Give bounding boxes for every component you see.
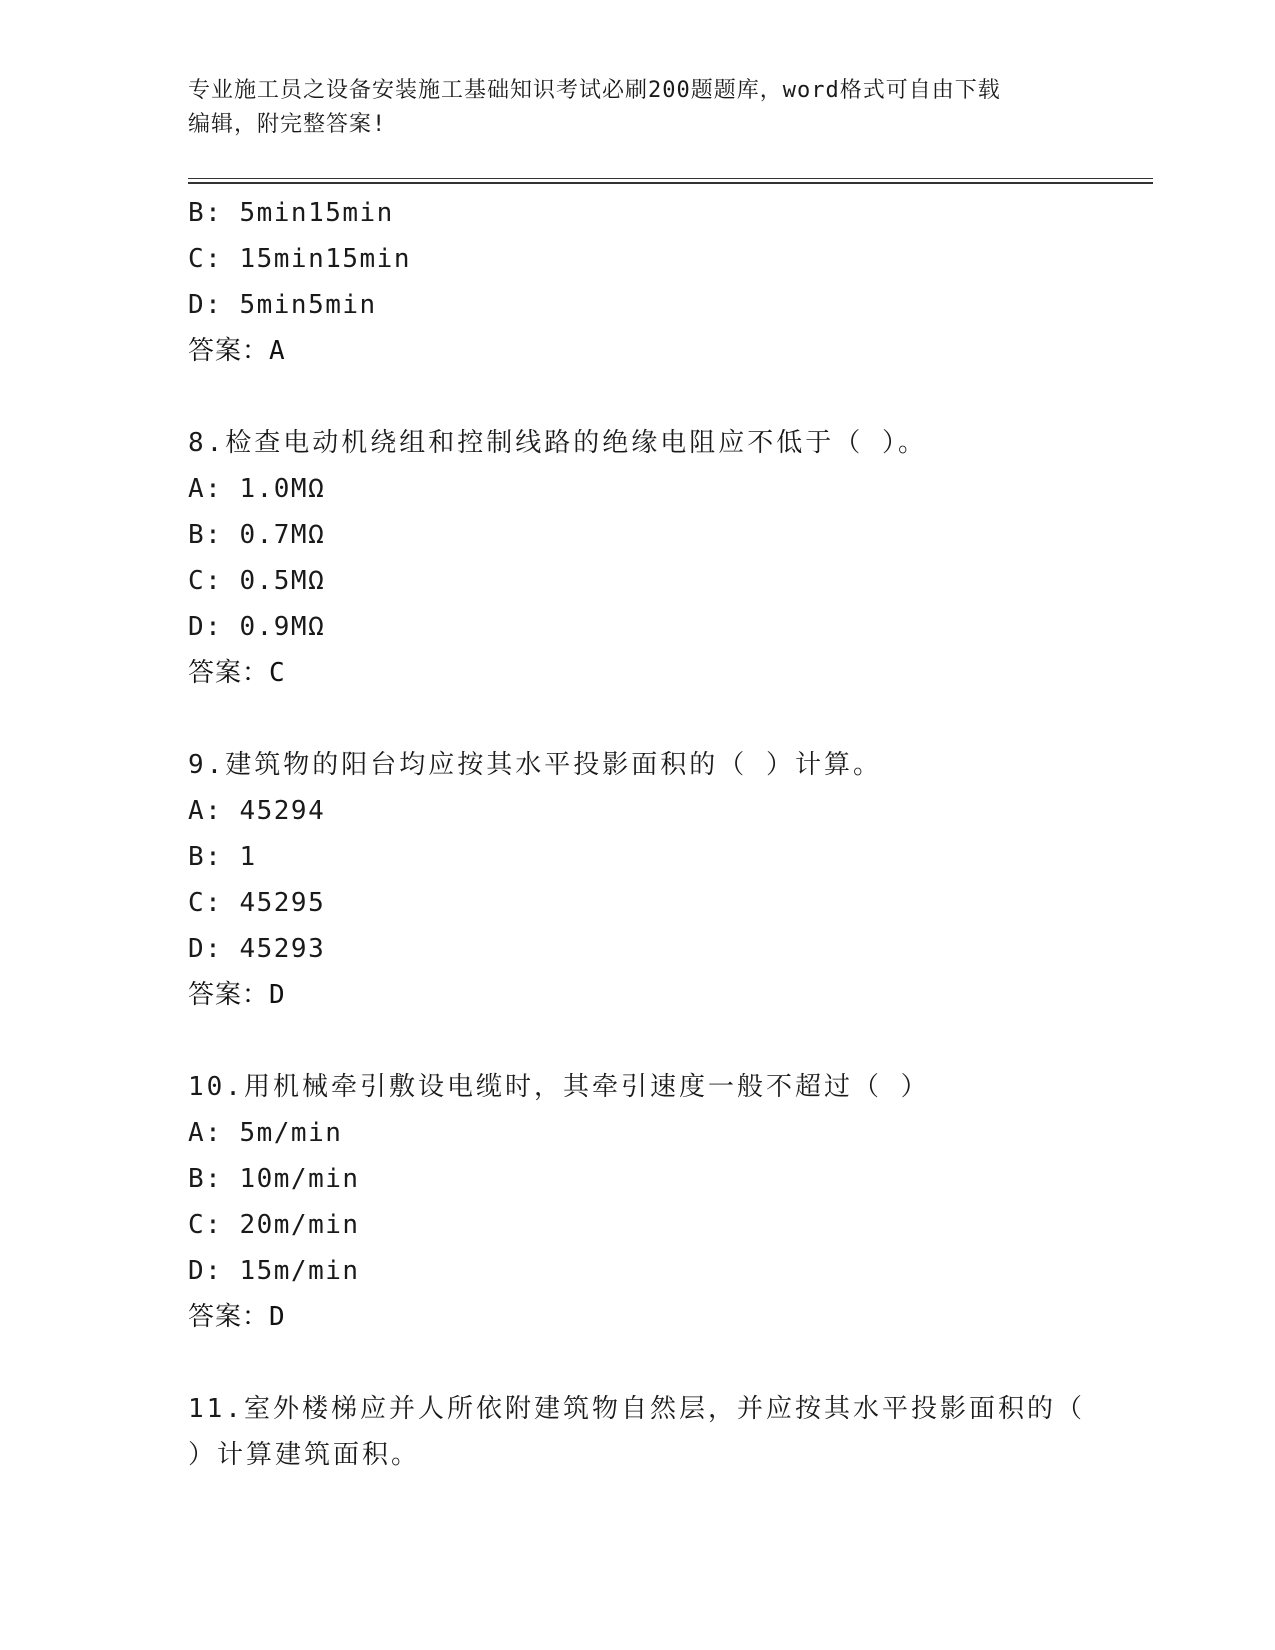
answer-label: 答案：D (188, 980, 286, 1010)
option-c: C: 0.5MΩ (188, 566, 326, 596)
question-10 (188, 1064, 1088, 1340)
option-c: C: 20m/min (188, 1210, 360, 1240)
option-b: B: 1 (188, 842, 257, 872)
option-c: C: 45295 (188, 888, 326, 918)
option-b: B: 0.7MΩ (188, 520, 326, 550)
option-a: A: 45294 (188, 796, 326, 826)
spacer (188, 1340, 1088, 1386)
option-d: D: 15m/min (188, 1256, 360, 1286)
answer-label: 答案：A (188, 336, 286, 366)
header-title-line-1: 专业施工员之设备安装施工基础知识考试必刷200题题库，word格式可自由下载 (188, 78, 1001, 103)
question-9 (188, 742, 1088, 1018)
option-c: C: 15min15min (188, 244, 411, 274)
answer-label: 答案：C (188, 658, 286, 688)
question-stem-line-1: 11.室外楼梯应并人所依附建筑物自然层，并应按其水平投影面积的（ (188, 1394, 1085, 1424)
spacer (188, 696, 1088, 742)
question-7-tail (188, 190, 1088, 374)
header-title-line-2: 编辑，附完整答案! (188, 112, 387, 137)
question-stem-line-2: ）计算建筑面积。 (188, 1440, 421, 1470)
option-d: D: 0.9MΩ (188, 612, 326, 642)
header-divider-thick (188, 182, 1153, 184)
option-d: D: 5min5min (188, 290, 377, 320)
question-stem: 8.检查电动机绕组和控制线路的绝缘电阻应不低于（ ）。 (188, 428, 927, 458)
option-d: D: 45293 (188, 934, 326, 964)
spacer (188, 374, 1088, 420)
header-divider-thin (188, 178, 1153, 179)
spacer (188, 1018, 1088, 1064)
document-header (188, 74, 1088, 142)
question-8 (188, 420, 1088, 696)
question-stem: 10.用机械牵引敷设电缆时，其牵引速度一般不超过（ ） (188, 1072, 930, 1102)
option-b: B: 5min15min (188, 198, 394, 228)
option-a: A: 1.0MΩ (188, 474, 326, 504)
option-b: B: 10m/min (188, 1164, 360, 1194)
option-a: A: 5m/min (188, 1118, 343, 1148)
question-list (188, 190, 1088, 1478)
question-11 (188, 1386, 1088, 1478)
answer-label: 答案：D (188, 1302, 286, 1332)
question-stem: 9.建筑物的阳台均应按其水平投影面积的（ ）计算。 (188, 750, 882, 780)
